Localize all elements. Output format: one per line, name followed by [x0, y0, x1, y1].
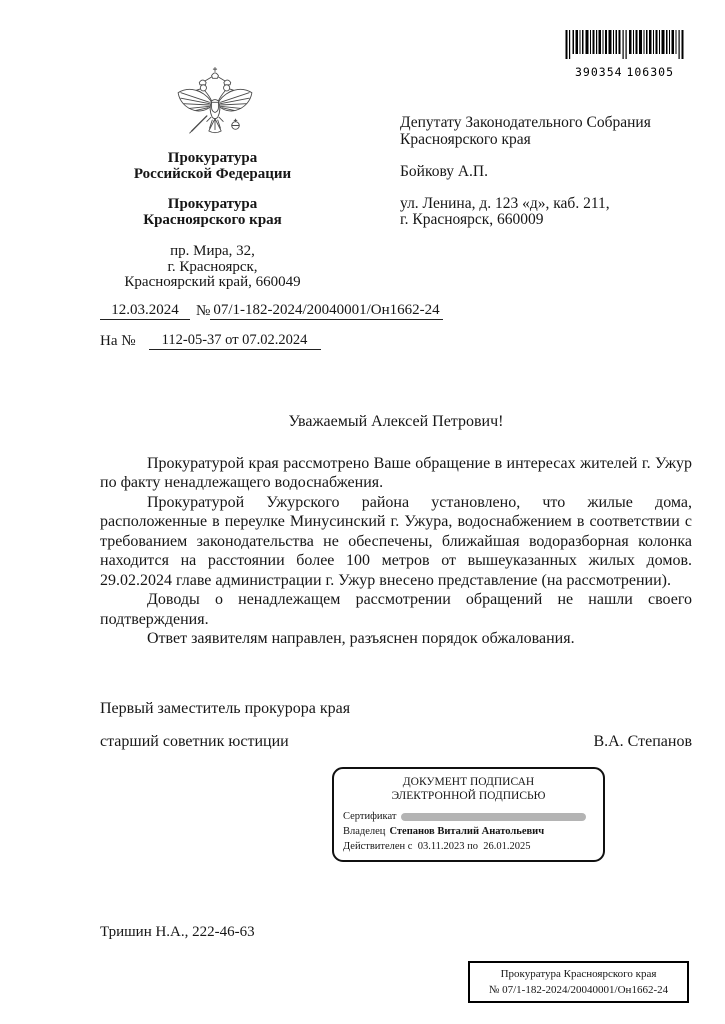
barcode-digits [565, 65, 690, 79]
owner-label: Владелец [343, 826, 386, 837]
salutation: Уважаемый Алексей Петрович! [288, 413, 504, 430]
executor-contact: Тришин Н.А., 222-46-63 [100, 924, 255, 940]
registration-stamp-box [468, 961, 689, 1003]
org-regional-line2: Красноярского края [143, 212, 282, 228]
owner-row [343, 826, 594, 838]
paragraph-4: Ответ заявителям направлен, разъяснен порядок обжалования. [147, 630, 575, 647]
signer-position-line2: старший советник юстиции [100, 733, 289, 750]
registration-number: № 07/1-182-2024/20040001/Он1662-24 [488, 984, 669, 996]
recipient-address-line1: ул. Ленина, д. 123 «д», каб. 211, [400, 194, 610, 212]
reply-reference: 112-05-37 от 07.02.2024 [149, 332, 321, 350]
reply-label: На № [100, 333, 136, 349]
registration-org: Прокуратура Красноярского края [500, 968, 657, 980]
reply-reference-line [100, 332, 321, 350]
certificate-row [343, 811, 594, 823]
recipient-title-line2: Красноярского края [400, 130, 531, 148]
barcode [565, 30, 690, 79]
org-federation-line2: Российской Федерации [133, 166, 292, 182]
stamp-title-line2: ЭЛЕКТРОННОЙ ПОДПИСЬЮ [391, 789, 546, 802]
signature-row [100, 733, 692, 751]
barcode-bars-icon [565, 30, 690, 60]
barcode-digits-right: 106305 [626, 65, 674, 79]
stamp-title [343, 776, 594, 803]
certificate-label: Сертификат [343, 811, 397, 822]
outgoing-reference-line [100, 302, 443, 320]
recipient-address [400, 196, 705, 229]
outgoing-number: 07/1-182-2024/20040001/Он1662-24 [210, 302, 442, 320]
sender-address-line2: г. Красноярск, [167, 258, 258, 275]
barcode-digits-left: 390354 [575, 65, 623, 79]
recipient-name: Бойкову А.П. [400, 163, 488, 180]
owner-name: Степанов Виталий Анатольевич [389, 826, 545, 837]
stamp-title-line1: ДОКУМЕНТ ПОДПИСАН [402, 776, 535, 788]
paragraph-3: Доводы о ненадлежащем рассмотрении обращений не нашли своего подтверждения. [100, 591, 692, 628]
number-sign: № [196, 303, 211, 319]
org-federation [95, 150, 330, 182]
sender-address-line1: пр. Мира, 32, [170, 243, 255, 259]
certificate-redaction-bar [401, 813, 586, 821]
validity-row: Действителен с 03.11.2023 по 26.01.2025 [343, 841, 531, 852]
letterhead [95, 150, 330, 291]
sender-address [95, 244, 330, 291]
org-regional [95, 196, 330, 228]
recipient-address-line2: г. Красноярск, 660009 [400, 211, 544, 228]
coat-of-arms-icon [174, 62, 256, 148]
signer-position-line1: Первый заместитель прокурора края [100, 700, 351, 717]
org-federation-line1: Прокуратура [167, 150, 258, 166]
outgoing-date: 12.03.2024 [100, 302, 190, 320]
e-signature-stamp [332, 767, 605, 862]
letter-body [100, 412, 692, 649]
recipient-title-line1: Депутату Законодательного Собрания [400, 114, 651, 131]
org-regional-line1: Прокуратура [167, 196, 258, 212]
signer-name: В.А. Степанов [593, 733, 692, 750]
recipient-block [400, 115, 705, 229]
paragraph-1: Прокуратурой края рассмотрено Ваше обращение в интересах жителей г. Ужур по факту ненадлежащего водоснабжения. [100, 454, 692, 491]
paragraph-2: Прокуратурой Ужурского района установлено, что жилые дома, расположенные в переулке Минусинский г. Ужура, водоснабжением в соответствии с требованием законодательства не обеспечены, ближайшая водоразборная колонка находится на расстоянии более 100 метров от вышеуказанных жилых домов. 29.02.2024 главе администрации г. Ужур внесено представление (на рассмотрении). [100, 493, 692, 589]
sender-address-line3: Красноярский край, 660049 [124, 274, 301, 290]
